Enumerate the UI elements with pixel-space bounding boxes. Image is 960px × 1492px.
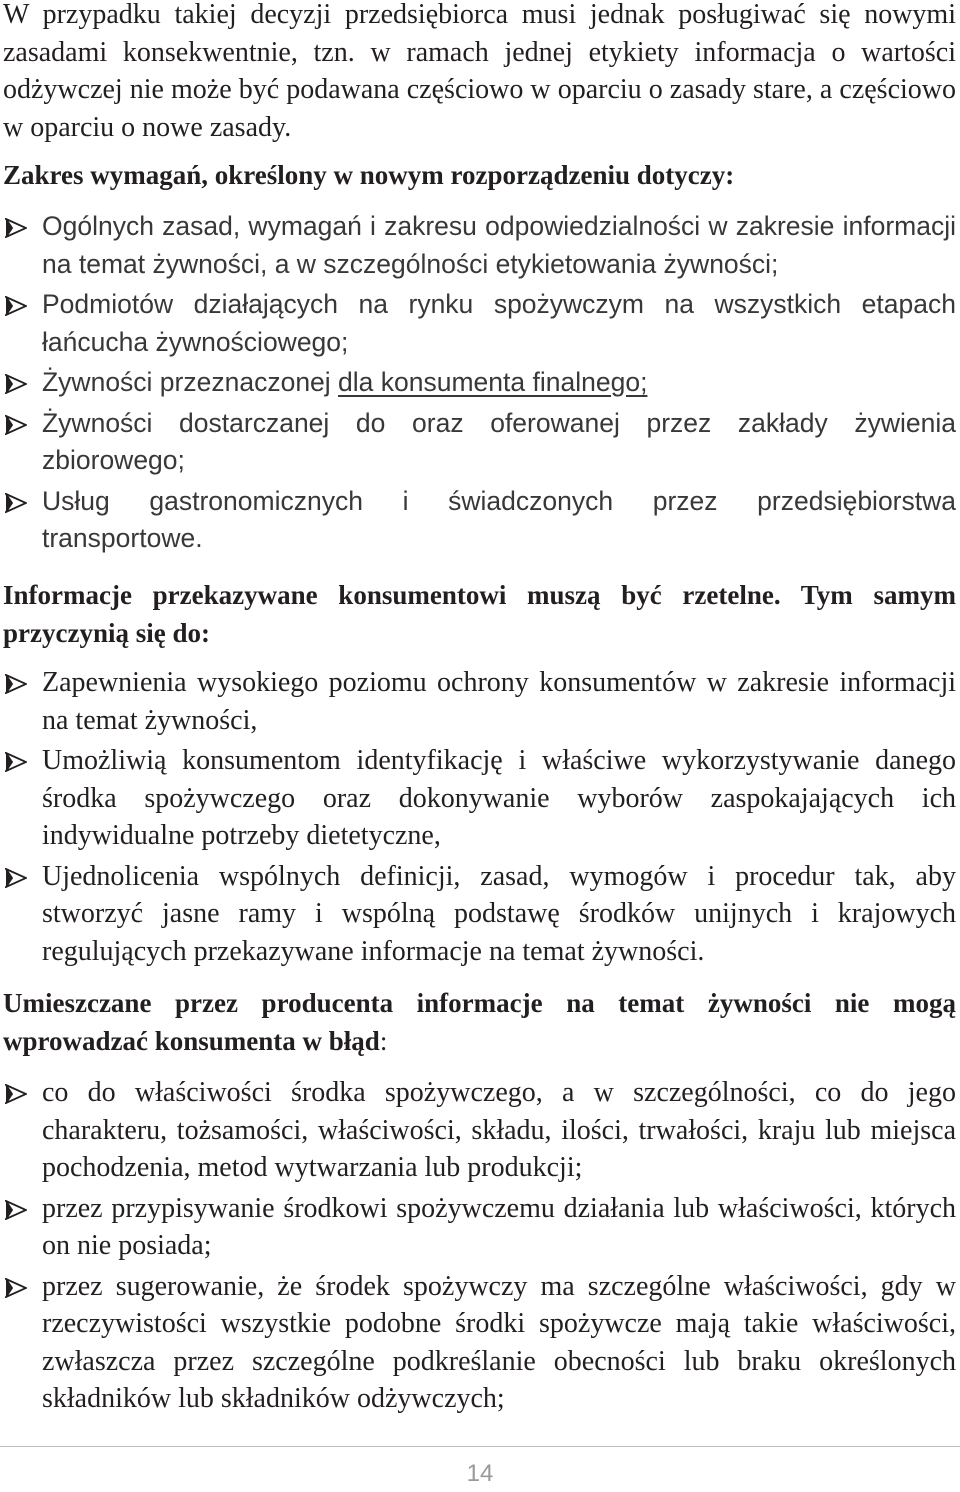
arrowhead-bullet-icon: [5, 415, 27, 435]
arrowhead-bullet-icon: [5, 296, 27, 316]
arrowhead-bullet-icon: [5, 1084, 27, 1104]
section3-list: [3, 1074, 956, 1418]
list-item: [3, 1190, 956, 1265]
section3-heading: [3, 985, 956, 1060]
arrowhead-bullet-icon: [5, 868, 27, 888]
list-item: [3, 208, 956, 283]
section1-heading: Zakres wymagań, określony w nowym rozporządzeniu dotyczy:: [3, 160, 735, 190]
list-item-text: Ogólnych zasad, wymagań i zakresu odpowiedzialności w zakresie informacji na temat żywności, a w szczególności etykietowania żywności;: [42, 211, 956, 279]
section3-heading-tail: :: [379, 1025, 388, 1056]
list-item-text: co do właściwości środka spożywczego, a w szczególności, co do jego charakteru, tożsamości, właściwości, składu, ilości, trwałości, kraju lub miejsca pochodzenia, metod wytwarzania lub produkcji;: [42, 1077, 956, 1183]
list-item-text: przez przypisywanie środkowi spożywczemu działania lub właściwości, których on nie posiada;: [42, 1192, 956, 1261]
list-item-text: przez sugerowanie, że środek spożywczy ma szczególne właściwości, gdy w rzeczywistości wszystkie podobne środki spożywcze mają takie właściwości, zwłaszcza przez szczególne podkreślanie obecności lub braku określonych składników lub składników odżywczych;: [42, 1270, 956, 1414]
arrowhead-bullet-icon: [5, 1278, 27, 1298]
intro-paragraph: W przypadku takiej decyzji przedsiębiorca musi jednak posługiwać się nowymi zasadami konsekwentnie, tzn. w ramach jednej etykiety informacja o wartości odżywczej nie może być podawana częściowo w oparciu o zasady stare, a częściowo w oparciu o nowe zasady.: [3, 0, 956, 143]
list-item: [3, 405, 956, 480]
list-item: [3, 858, 956, 971]
section2-heading: Informacje przekazywane konsumentowi muszą być rzetelne. Tym samym przyczynią się do:: [3, 580, 956, 648]
list-item-text: Zapewnienia wysokiego poziomu ochrony konsumentów w zakresie informacji na temat żywności,: [42, 667, 956, 736]
section1-list: [3, 208, 956, 558]
arrowhead-bullet-icon: [5, 674, 27, 694]
list-item-text: Usług gastronomicznych i świadczonych przez przedsiębiorstwa transportowe.: [42, 485, 956, 553]
arrowhead-bullet-icon: [5, 493, 27, 513]
list-item-text: Ujednolicenia wspólnych definicji, zasad, wymogów i procedur tak, aby stworzyć jasne ramy i wspólną podstawę środków unijnych i krajowych regulujących przekazywane informacje na temat żywności.: [42, 860, 956, 967]
arrowhead-bullet-icon: [5, 374, 27, 394]
section2-list: [3, 664, 956, 970]
arrowhead-bullet-icon: [5, 752, 27, 772]
list-item-text: Żywności przeznaczonej: [42, 367, 339, 397]
footer-divider: [0, 1446, 960, 1447]
list-item-text: Podmiotów działających na rynku spożywczym na wszystkich etapach łańcucha żywnościowego;: [42, 289, 956, 357]
list-item: [3, 483, 956, 558]
arrowhead-bullet-icon: [5, 218, 27, 238]
arrowhead-bullet-icon: [5, 1200, 27, 1220]
page-number: 14: [466, 1460, 494, 1487]
list-item: [3, 742, 956, 855]
list-item: [3, 364, 956, 402]
list-item-text: Żywności dostarczanej do oraz oferowanej przez zakłady żywienia zbiorowego;: [42, 407, 956, 475]
list-item-text: Umożliwią konsumentom identyfikację i właściwe wykorzystywanie danego środka spożywczego oraz dokonywanie wyborów zaspokajających ich indywidualne potrzeby dietetyczne,: [42, 745, 956, 851]
list-item: [3, 664, 956, 739]
list-item: [3, 1074, 956, 1187]
section3-heading-bold: Umieszczane przez producenta informacje na temat żywności nie mogą wprowadzać konsumenta w błąd: [3, 988, 956, 1056]
list-item: [3, 286, 956, 361]
underlined-link-text: dla konsumenta finalnego;: [338, 367, 648, 397]
list-item: [3, 1268, 956, 1418]
